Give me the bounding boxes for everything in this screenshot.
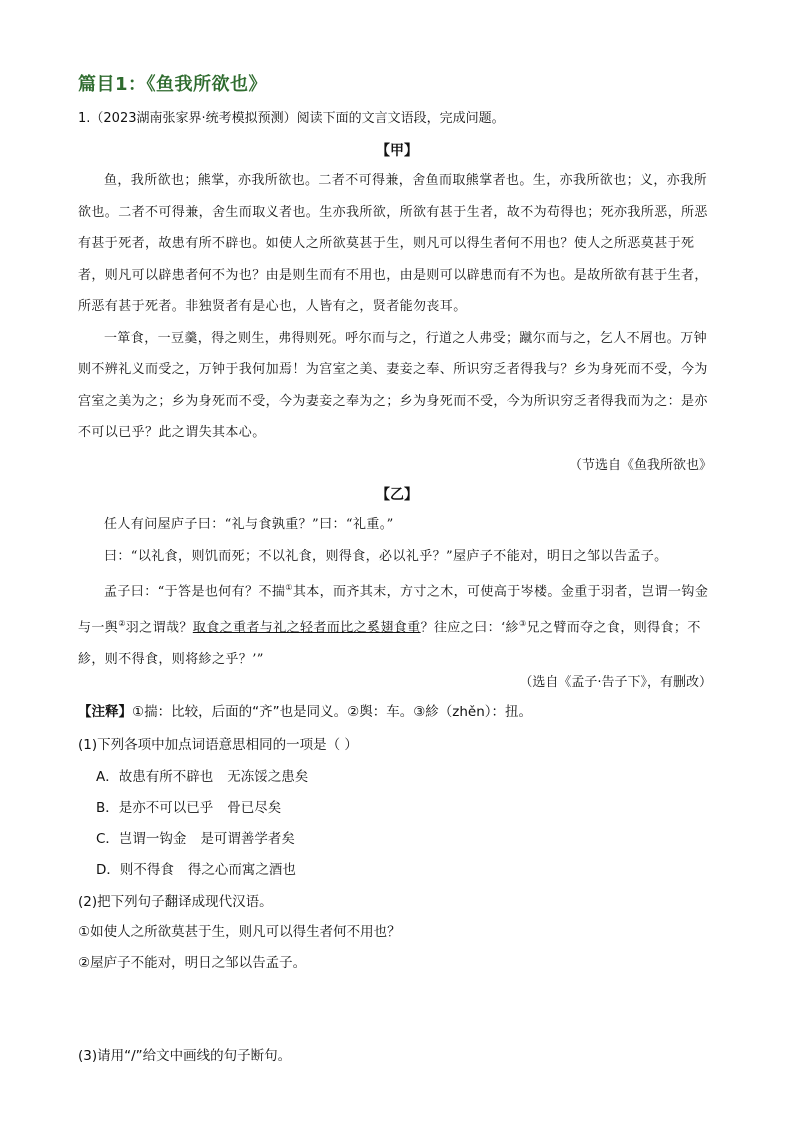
question-3-stem: (3)请用“/”给文中画线的句子断句。 (78, 1048, 292, 1064)
notes-label: 【注释】 (78, 704, 132, 720)
passage-b (78, 509, 720, 675)
question-2-item-1: ①如使人之所欲莫甚于生，则凡可以得生者何不用也？ (78, 924, 401, 940)
passage-a-label: 【甲】 (376, 143, 418, 159)
note-marker-3: ③ (518, 618, 527, 628)
notes-text: ①揣：比较，后面的“齐”也是同义。②舆：车。③紾（zhěn）：扭。 (132, 704, 533, 720)
passage-a-source: （节选自《鱼我所欲也》 (568, 458, 712, 473)
option-b[interactable]: B．是亦不可以已乎 骨已尽矣 (96, 800, 282, 816)
note-marker-2: ② (118, 618, 126, 628)
passage-a-paragraph-1: 鱼，我所欲也；熊掌，亦我所欲也。二者不可得兼，舍鱼而取熊掌者也。生，亦我所欲也；义，亦我所欲也。二者不可得兼，舍生而取义者也。生亦我所欲，所欲有甚于生者，故不为苟得也；死亦我所恶，所恶有甚于死者，故患有所不辟也。如使人之所欲莫甚于生，则凡可以得生者何不用也？使人之所恶莫甚于死者，则凡可以辟患者何不为也？由是则生而有不用也，由是则可以辟患而有不为也。是故所欲有甚于生者，所恶有甚于死者。非独贤者有是心也，人皆有之，贤者能勿丧耳。 (78, 173, 708, 314)
underlined-sentence: 取食之重者与礼之轻者而比之奚翅食重 (192, 620, 421, 636)
passage-b-source: （选自《孟子·告子下》，有删改） (519, 675, 712, 690)
option-a[interactable]: A．故患有所不辟也 无冻馁之患矣 (96, 769, 309, 785)
passage-a-paragraph-2: 一箪食，一豆羹，得之则生，弗得则死。呼尔而与之，行道之人弗受；蹴尔而与之，乞人不屑也。万钟则不辨礼义而受之，万钟于我何加焉！为宫室之美、妻妾之奉、所识穷乏者得我与？乡为身死而不受，今为宫室之美为之；乡为身死而不受，今为妻妾之奉为之；乡为身死而不受，今为所识穷乏者得我而为之：是亦不可以已乎？此之谓失其本心。 (78, 330, 708, 440)
passage-a (78, 165, 720, 449)
passage-b-paragraph-3: 孟子曰：“于答是也何有？不揣①其本，而齐其末，方寸之木，可使高于岑楼。金重于羽者，岂谓一钩金与一舆②羽之谓哉？取食之重者与礼之轻者而比之奚翅食重？往应之曰：‘紾③兄之臂而夺之食，则得食；不紾，则不得食，则将紾之乎？’” (78, 583, 709, 667)
annotation-notes (78, 700, 532, 720)
question-2-stem: (2)把下列句子翻译成现代汉语。 (78, 894, 273, 910)
question-1-stem: (1)下列各项中加点词语意思相同的一项是（ ） (78, 737, 358, 753)
section-title: 篇目1：《鱼我所欲也》 (78, 74, 268, 95)
option-c[interactable]: C．岂谓一钩金 是可谓善学者矣 (96, 831, 295, 847)
note-marker-1: ① (285, 583, 293, 592)
passage-b-paragraph-1: 任人有问屋庐子曰：“礼与食孰重？”曰：“礼重。” (104, 517, 394, 532)
passage-b-label: 【乙】 (376, 487, 418, 503)
option-d[interactable]: D．则不得食 得之心而寓之酒也 (96, 862, 296, 878)
question-2-item-2: ②屋庐子不能对，明日之邹以告孟子。 (78, 955, 307, 971)
question-intro: 1.（2023湖南张家界·统考模拟预测）阅读下面的文言文语段，完成问题。 (78, 111, 505, 126)
passage-b-paragraph-2: 曰：“以礼食，则饥而死；不以礼食，则得食，必以礼乎？”屋庐子不能对，明日之邹以告孟子。 (104, 548, 668, 564)
